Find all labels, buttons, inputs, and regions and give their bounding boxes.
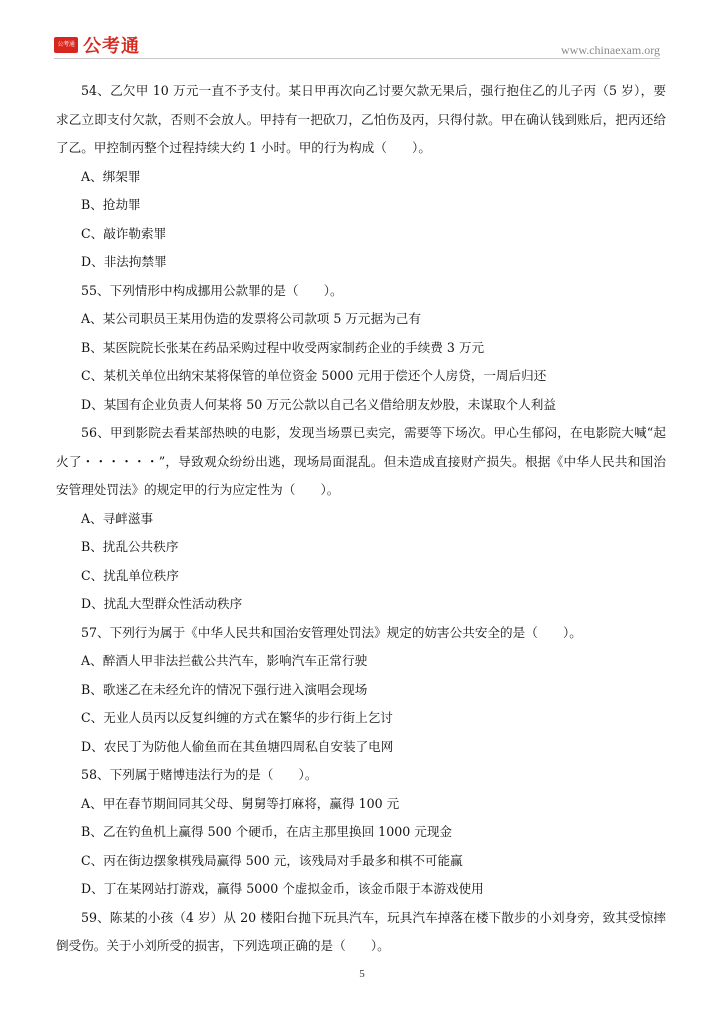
question-54 <box>56 77 666 277</box>
option-c: C、丙在街边摆象棋残局赢得 500 元，该残局对手最多和棋不可能赢 <box>81 852 463 868</box>
option-a: A、甲在春节期间同其父母、舅舅等打麻将，赢得 100 元 <box>81 795 400 811</box>
option-d: D、农民丁为防他人偷鱼而在其鱼塘四周私自安装了电网 <box>81 738 394 754</box>
site-url[interactable]: www.chinaexam.org <box>561 43 660 57</box>
option-c: C、扰乱单位秩序 <box>81 567 179 583</box>
question-55 <box>56 277 666 420</box>
question-stem: 55、下列情形中构成挪用公款罪的是（ ）。 <box>81 282 343 298</box>
logo[interactable] <box>54 35 140 55</box>
option-d: D、丁在某网站打游戏，赢得 5000 个虚拟金币，该金币限于本游戏使用 <box>81 881 484 896</box>
logo-badge-icon: 公考通 <box>54 37 78 53</box>
option-b: B、歌迷乙在未经允许的情况下强行进入演唱会现场 <box>81 681 368 697</box>
option-b: B、乙在钓鱼机上赢得 500 个硬币，在店主那里换回 1000 元现金 <box>81 824 453 839</box>
option-a: A、绑架罪 <box>81 168 141 184</box>
page-header <box>0 0 724 62</box>
option-b: B、某医院院长张某在药品采购过程中收受两家制药企业的手续费 3 万元 <box>81 339 485 355</box>
page-number: 5 <box>359 968 365 980</box>
option-d: D、非法拘禁罪 <box>81 254 167 269</box>
option-b: B、抢劫罪 <box>81 197 141 212</box>
question-stem: 58、下列属于赌博违法行为的是（ ）。 <box>81 767 318 782</box>
logo-text: 公考通 <box>83 36 140 57</box>
option-d: D、某国有企业负责人何某将 50 万元公款以自己名义借给朋友炒股，未谋取个人利益 <box>81 396 556 412</box>
question-59 <box>56 904 666 961</box>
option-b: B、扰乱公共秩序 <box>81 539 179 554</box>
option-c: C、某机关单位出纳宋某将保管的单位资金 5000 元用于偿还个人房贷，一周后归还 <box>81 368 547 383</box>
question-stem: 57、下列行为属于《中华人民共和国治安管理处罚法》规定的妨害公共安全的是（ ）。 <box>81 624 582 640</box>
question-57 <box>56 619 666 762</box>
option-a: A、醉酒人甲非法拦截公共汽车，影响汽车正常行驶 <box>81 653 368 668</box>
option-d: D、扰乱大型群众性活动秩序 <box>81 596 243 611</box>
option-a: A、某公司职员王某用伪造的发票将公司款项 5 万元据为己有 <box>81 311 421 326</box>
option-c: C、无业人员丙以反复纠缠的方式在繁华的步行街上乞讨 <box>81 710 393 725</box>
question-stem: 56、甲到影院去看某部热映的电影，发现当场票已卖完，需要等下场次。甲心生郁闷，在电影院大喊“起火了・・・・・・”，导致观众纷纷出逃，现场局面混乱。但未造成直接财产损失。根据《中华人民共和国治安管理处罚法》的规定甲的行为应定性为（ ）。 <box>56 425 666 497</box>
question-stem: 59、陈某的小孩（4 岁）从 20 楼阳台抛下玩具汽车，玩具汽车掉落在楼下散步的小刘身旁，致其受惊摔倒受伤。关于小刘所受的损害，下列选项正确的是（ ）。 <box>56 909 666 953</box>
option-c: C、敲诈勒索罪 <box>81 225 167 241</box>
question-list <box>56 77 666 961</box>
question-58 <box>56 761 666 904</box>
question-stem: 54、乙欠甲 10 万元一直不予支付。某日甲再次向乙讨要欠款无果后，强行抱住乙的儿子丙（5 岁），要求乙立即支付欠款，否则不会放人。甲持有一把砍刀，乙怕伤及丙，只得付款。甲在确认钱到账后，把丙还给了乙。甲控制丙整个过程持续大约 1 小时。甲的行为构成（ ）。 <box>56 83 666 155</box>
header-divider <box>54 58 660 59</box>
option-a: A、寻衅滋事 <box>81 510 154 526</box>
question-56 <box>56 419 666 619</box>
